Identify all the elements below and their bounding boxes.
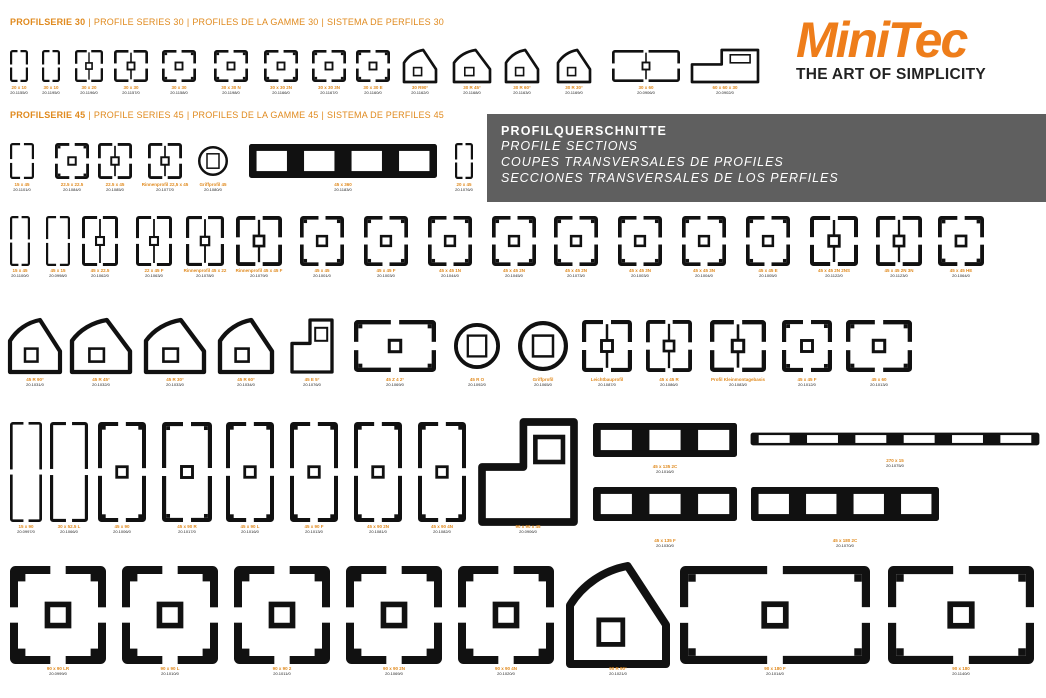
profile-article-number: 20.1014/0 [766, 671, 784, 676]
profile-article-number: 20.1169/0 [565, 90, 583, 95]
profile-article-number: 20.1163/0 [513, 90, 531, 95]
profile-section [887, 565, 1035, 676]
profile-section [121, 565, 219, 676]
profile-article-number: 20.1005/0 [759, 273, 777, 278]
title-heading: PROFILQUERSCHNITTE [501, 124, 668, 138]
profile-section [311, 49, 347, 95]
profile-dimension-label: 15 x 45 [14, 182, 30, 187]
profile-article-number: 20.1073/0 [567, 273, 585, 278]
profile-dimension-label: 45 x 90 4N [430, 524, 454, 529]
profile-section [363, 215, 409, 278]
profile-article-number: 20.1140/0 [952, 671, 970, 676]
profile-section [135, 215, 173, 278]
profile-section [81, 215, 119, 278]
series-45-en: PROFILE SERIES 45 [93, 110, 184, 120]
profile-dimension-label: 15 x 45 [12, 268, 28, 273]
profile-dimension-label: 45 x 180 2C [832, 538, 858, 543]
profile-article-number: 20.0997/0 [17, 529, 35, 534]
profile-section [72, 320, 130, 387]
profile-article-number: 20.1195/0 [42, 90, 60, 95]
profile-section [353, 319, 437, 387]
title-line-es: SECCIONES TRANSVERSALES DE LOS PERFILES [501, 171, 839, 185]
profile-article-number: 20.1079/0 [250, 273, 268, 278]
profile-section [553, 215, 599, 278]
profile-article-number: 20.1084/0 [63, 187, 81, 192]
profile-section [161, 49, 197, 95]
profile-article-number: 20.1075/0 [886, 463, 904, 468]
profile-section [235, 215, 283, 278]
profile-article-number: 20.1092/0 [468, 382, 486, 387]
profile-section [692, 50, 758, 95]
profile-article-number: 20.1044/0 [441, 273, 459, 278]
profile-section [581, 319, 633, 387]
profile-article-number: 20.1012/0 [798, 382, 816, 387]
profile-article-number: 20.1087/0 [598, 382, 616, 387]
profile-article-number: 20.1196/0 [80, 90, 98, 95]
profile-section [213, 49, 249, 95]
profile-article-number: 20.1076/0 [303, 382, 321, 387]
series-30-fr: PROFILES DE LA GAMME 30 [192, 17, 319, 27]
profile-section [594, 488, 737, 549]
profile-article-number: 20.1016/0 [241, 529, 259, 534]
separator: | [321, 17, 325, 27]
profile-dimension-label: 22.5 x 45 [105, 182, 125, 187]
profile-section [745, 215, 791, 278]
profile-article-number: 20.1020/0 [497, 671, 515, 676]
profile-article-number: 20.1016/0 [656, 469, 674, 474]
profile-article-number: 20.1082/0 [433, 529, 451, 534]
profile-section [9, 142, 35, 192]
profile-section [220, 320, 272, 387]
profile-article-number: 20.0999/0 [49, 671, 67, 676]
profile-dimension-label: 45 R O [469, 377, 485, 382]
profile-dimension-label: 45 x 45 R [659, 377, 679, 382]
profile-article-number: 20.0906/0 [519, 529, 537, 534]
profile-section [457, 565, 555, 676]
profile-dimension-label: 22 x 45 F [144, 268, 164, 273]
profile-dimension-label: 45 x 135 2C [652, 464, 678, 469]
profile-dimension-label: 30 R 60° [513, 85, 531, 90]
profile-section [709, 319, 767, 387]
profile-section [113, 49, 149, 95]
title-line-en: PROFILE SECTIONS [501, 139, 638, 153]
profile-dimension-label: 30 x 60 [638, 85, 654, 90]
profile-article-number: 20.1162/0 [411, 90, 429, 95]
profile-section [520, 323, 566, 387]
profile-article-number: 20.1013/0 [305, 529, 323, 534]
profile-dimension-label: 45 x 135 F [654, 538, 676, 543]
series-45-es: SISTEMA DE PERFILES 45 [327, 110, 444, 120]
profile-dimension-label: 45 x 45 F [797, 377, 817, 382]
series-45-fr: PROFILES DE LA GAMME 45 [192, 110, 319, 120]
profile-dimension-label: 22.5 x 22.5 [60, 182, 84, 187]
profile-dimension-label: 45 x 45 HE [949, 268, 973, 273]
profile-dimension-label: 45 x 90 R [177, 524, 197, 529]
profile-dimension-label: 45 R 30° [166, 377, 184, 382]
profile-section [292, 320, 332, 387]
profile-article-number: 20.1004/0 [695, 273, 713, 278]
profile-dimension-label: 90 x 90 2N [382, 666, 406, 671]
profile-section [225, 421, 275, 534]
separator: | [186, 17, 190, 27]
profile-dimension-label: Rinnenprofil 45 x 45 F [235, 268, 283, 273]
profile-section [263, 49, 299, 95]
profile-section [49, 421, 89, 534]
profile-dimension-label: 30 x 30 [171, 85, 187, 90]
profile-dimension-label: 90 x 90 x 45 [515, 524, 541, 529]
profile-dimension-label: Griffprofil [532, 377, 554, 382]
profile-section [417, 421, 467, 534]
profile-section [142, 142, 189, 192]
profile-section [752, 488, 939, 549]
profile-section [9, 565, 107, 676]
profile-section [506, 50, 538, 95]
profile-section [570, 566, 666, 676]
profile-section [10, 320, 60, 387]
profile-dimension-label: 45 x 45 3N [692, 268, 716, 273]
profile-dimension-label: 30 R 45° [463, 85, 481, 90]
profile-dimension-label: 45 x 45 3N [628, 268, 652, 273]
profile-article-number: 20.1081/0 [369, 529, 387, 534]
profile-section [427, 215, 473, 278]
profile-dimension-label: 45 x 15 [50, 268, 66, 273]
profile-section [875, 215, 923, 278]
profile-article-number: 20.1077/0 [156, 187, 174, 192]
profile-article-number: 20.1001/0 [313, 273, 331, 278]
profile-dimension-label: 45 x 45 E [758, 268, 778, 273]
profile-article-number: 20.1070/0 [836, 543, 854, 548]
profile-section [54, 142, 90, 192]
profile-article-number: 20.0998/0 [49, 273, 67, 278]
profile-dimension-label: 45 x 45 [314, 268, 330, 273]
profile-article-number: 20.1160/0 [364, 90, 382, 95]
series-45-bold: PROFILSERIE 45 [10, 110, 86, 120]
profile-section [45, 215, 71, 278]
profile-dimension-label: 90 x 90 L [160, 666, 180, 671]
profile-dimension-label: 270 x 15 [886, 458, 904, 463]
profile-article-number: 20.1083/0 [729, 382, 747, 387]
profile-article-number: 20.1167/0 [320, 90, 338, 95]
profile-section [937, 215, 985, 278]
profile-section [41, 49, 61, 95]
profile-article-number: 20.1076/0 [455, 187, 473, 192]
profile-section [482, 422, 574, 534]
profile-article-number: 20.1101/0 [13, 187, 31, 192]
profile-dimension-label: 30 x 30 E [363, 85, 383, 90]
profile-dimension-label: 90 x 90 2 [272, 666, 292, 671]
profile-section [74, 49, 104, 95]
profile-dimension-label: 45 x 360 [334, 182, 352, 187]
profile-section [645, 319, 693, 387]
profile-section [681, 215, 727, 278]
profile-section [594, 424, 737, 475]
profile-dimension-label: 15 x 90 [18, 524, 34, 529]
profile-dimension-label: 45 x 90 2N [366, 524, 390, 529]
profile-article-number: 20.1198/0 [222, 90, 240, 95]
profile-dimension-label: Profil Kleinmontagebasis [710, 377, 766, 382]
profile-dimension-label: 30 x 30 N [221, 85, 241, 90]
profile-section [456, 325, 498, 387]
separator: | [321, 110, 325, 120]
profile-article-number: 20.1123/0 [890, 273, 908, 278]
profile-section [97, 421, 147, 534]
profile-article-number: 20.1033/0 [166, 382, 184, 387]
profile-article-number: 20.1078/0 [196, 273, 214, 278]
profile-dimension-label: 45 x 45 1N [438, 268, 462, 273]
profile-section [679, 565, 871, 676]
logo-tagline: THE ART OF SIMPLICITY [796, 66, 986, 83]
profile-dimension-label: 45 R 45° [92, 377, 110, 382]
profile-section [250, 145, 437, 193]
profile-dimension-label: 90 x 180 F [764, 666, 786, 671]
profile-dimension-label: 45 E 5° [304, 377, 320, 382]
profile-section [404, 50, 436, 95]
profile-dimension-label: 90 x 90 4N [494, 666, 518, 671]
profile-article-number: 20.1183/0 [334, 187, 352, 192]
profile-section [9, 421, 43, 534]
profile-dimension-label: 30 x 10 [43, 85, 59, 90]
profile-dimension-label: 60 x 60 x 30 [712, 85, 738, 90]
profile-article-number: 20.1069/0 [386, 382, 404, 387]
profile-dimension-label: 30 x 30 2N [269, 85, 293, 90]
profile-dimension-label: 45 x 45 2N 2NS [817, 268, 851, 273]
profile-dimension-label: 45 x 45 2N [502, 268, 526, 273]
profile-section [355, 49, 391, 95]
profile-dimension-label: 45 x 90 L [240, 524, 260, 529]
profile-dimension-label: 30 x 52.5 L [57, 524, 81, 529]
profile-section [9, 49, 29, 95]
profile-article-number: 20.1021/0 [609, 671, 627, 676]
profile-section [9, 215, 31, 278]
profile-article-number: 20.1030/0 [656, 543, 674, 548]
logo-wordmark: MiniTec [796, 12, 967, 68]
profile-dimension-label: 30 x 20 [81, 85, 97, 90]
profile-section [454, 50, 490, 95]
profile-dimension-label: 90 x 90 LR [46, 666, 70, 671]
profile-article-number: 20.1166/0 [272, 90, 290, 95]
profile-section [617, 215, 663, 278]
profile-article-number: 20.0902/0 [716, 90, 734, 95]
separator: | [186, 110, 190, 120]
profile-article-number: 20.1086/0 [660, 382, 678, 387]
profile-section [97, 142, 133, 192]
series-30-en: PROFILE SERIES 30 [93, 17, 184, 27]
profile-article-number: 20.1032/0 [92, 382, 110, 387]
profile-section [199, 147, 227, 192]
profile-article-number: 20.1013/0 [870, 382, 888, 387]
profile-article-number: 20.1045/0 [505, 273, 523, 278]
profile-dimension-label: 30 R 30° [565, 85, 583, 90]
profile-section [161, 421, 213, 534]
profile-dimension-label: 30 x 30 [123, 85, 139, 90]
profile-dimension-label: Rinnenprofil 22,5 x 45 [141, 182, 189, 187]
profile-article-number: 20.1155/0 [10, 90, 28, 95]
profile-dimension-label: 45 R 60° [237, 377, 255, 382]
profile-section [558, 50, 590, 95]
profile-article-number: 20.1062/0 [91, 273, 109, 278]
profile-article-number: 20.1003/0 [631, 273, 649, 278]
profile-article-number: 20.1168/0 [463, 90, 481, 95]
profile-dimension-label: 45 x 45 2N [564, 268, 588, 273]
profile-article-number: 20.1011/0 [273, 671, 291, 676]
profile-dimension-label: Leichtbauprofil [590, 377, 624, 382]
profile-section [845, 319, 913, 387]
profile-dimension-label: 20 x 10 [11, 85, 27, 90]
profile-article-number: 20.1010/0 [161, 671, 179, 676]
profile-section [184, 215, 227, 278]
profile-article-number: 20.1080/0 [204, 187, 222, 192]
profile-section [299, 215, 345, 278]
profile-dimension-label: 45 x 90 [114, 524, 130, 529]
profile-article-number: 20.1063/0 [145, 273, 163, 278]
profile-dimension-label: Griffprofil 45 [199, 182, 227, 187]
profile-article-number: 20.0906/0 [637, 90, 655, 95]
profile-section [491, 215, 537, 278]
profile-article-number: 20.1034/0 [237, 382, 255, 387]
profile-article-number: 20.1064/0 [952, 273, 970, 278]
profile-dimension-label: 45 x 45 F [376, 268, 396, 273]
profile-dimension-label: 90 x 180 [952, 666, 970, 671]
profile-article-number: 20.1100/0 [11, 273, 29, 278]
separator: | [88, 17, 91, 27]
profile-dimension-label: 90 R 90° [609, 666, 627, 671]
profile-dimension-label: 30 R90° [411, 85, 429, 90]
separator: | [88, 110, 91, 120]
profile-section [233, 565, 331, 676]
profile-section [345, 565, 443, 676]
profile-dimension-label: 45 x 90 F [304, 524, 324, 529]
profile-section [289, 421, 339, 534]
profile-section [809, 215, 859, 278]
profile-article-number: 20.1085/0 [106, 187, 124, 192]
profile-article-number: 20.1065/0 [534, 382, 552, 387]
profile-article-number: 20.1158/0 [170, 90, 188, 95]
title-line-fr: COUPES TRANSVERSALES DE PROFILES [501, 155, 784, 169]
profile-section [146, 320, 204, 387]
profile-article-number: 20.1069/0 [385, 671, 403, 676]
profile-dimension-label: 45 Z 4 2° [385, 377, 405, 382]
profile-dimension-label: 45 x 22.5 [90, 268, 110, 273]
profile-dimension-label: 30 x 30 3N [317, 85, 341, 90]
profile-article-number: 20.1017/0 [178, 529, 196, 534]
profile-article-number: 20.1031/0 [26, 382, 44, 387]
series-30-es: SISTEMA DE PERFILES 30 [327, 17, 444, 27]
profile-article-number: 20.1006/0 [113, 529, 131, 534]
profile-dimension-label: Rinnenprofil 45 x 22 [183, 268, 227, 273]
series-30-bold: PROFILSERIE 30 [10, 17, 86, 27]
profile-section [751, 433, 1039, 468]
profile-section [454, 142, 474, 192]
profile-section [781, 319, 833, 387]
profile-article-number: 20.1066/0 [60, 529, 78, 534]
profile-dimension-label: 45 x 45 2N 3N [884, 268, 914, 273]
profile-section [353, 421, 403, 534]
profile-dimension-label: 45 R 90° [26, 377, 44, 382]
profile-article-number: 20.1003/0 [377, 273, 395, 278]
profile-article-number: 20.1157/0 [122, 90, 140, 95]
profile-dimension-label: 20 x 45 [456, 182, 472, 187]
profile-article-number: 20.1122/0 [825, 273, 843, 278]
profile-section [611, 49, 681, 95]
profile-dimension-label: 45 x 60 [871, 377, 887, 382]
